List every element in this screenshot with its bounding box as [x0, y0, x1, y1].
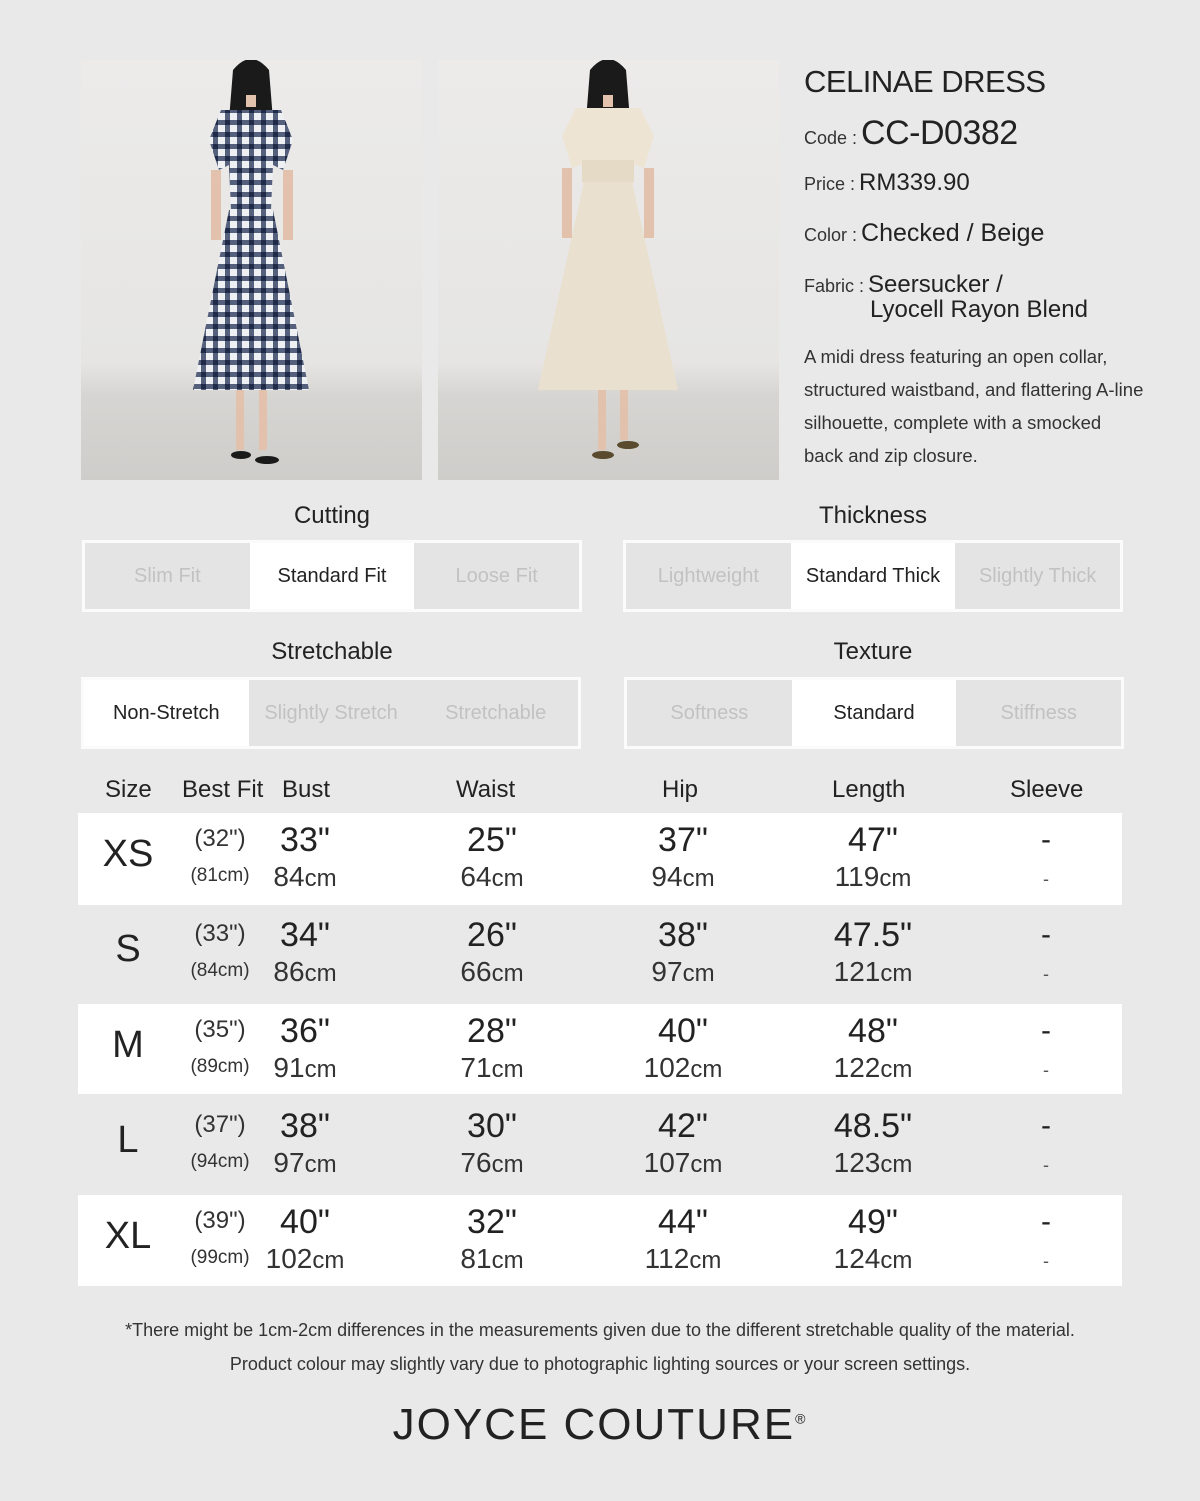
bust-cm — [225, 1147, 385, 1179]
product-price: RM339.90 — [859, 169, 970, 196]
length-cm-value: 124 — [833, 1243, 881, 1274]
length-cm — [793, 1052, 953, 1084]
hip-inch: 40" — [658, 1012, 708, 1050]
unit-label: cm — [880, 1056, 913, 1083]
hip-cm — [603, 1243, 763, 1275]
waist-cm-value: 66 — [460, 956, 492, 987]
disclaimer-colour: Product colour may slightly vary due to photographic lighting sources or your screen settings. — [229, 1354, 971, 1374]
cutting-label: Cutting — [293, 502, 371, 529]
unit-label: cm — [312, 1247, 345, 1274]
waist-cm-value: 64 — [460, 861, 492, 892]
length-inch: 48.5" — [833, 1107, 913, 1145]
thickness-option: Lightweight — [626, 543, 791, 609]
texture-label: Texture — [833, 638, 913, 665]
checked-dress-illustration — [81, 60, 422, 480]
hip-cm-value: 102 — [643, 1052, 691, 1083]
waist-cm — [412, 1243, 572, 1275]
bust-inch: 40" — [280, 1203, 330, 1241]
product-photo-checked — [81, 60, 422, 480]
product-code: CC-D0382 — [861, 114, 1018, 152]
best-fit-cm: (94cm) — [190, 1151, 250, 1172]
unit-label: cm — [304, 1056, 337, 1083]
sleeve-inch: - — [1041, 1109, 1051, 1142]
texture-option-selected: Standard — [792, 680, 957, 746]
bust-cm — [225, 1052, 385, 1084]
size-cell: XS — [102, 833, 154, 875]
sleeve-inch: - — [1041, 1205, 1051, 1238]
header-length: Length — [832, 776, 906, 803]
bust-cm — [225, 956, 385, 988]
best-fit-inch: (32") — [194, 825, 246, 852]
stretchable-label: Stretchable — [271, 638, 393, 665]
size-cell: L — [117, 1119, 139, 1161]
unit-label: cm — [491, 1151, 524, 1178]
unit-label: cm — [491, 1247, 524, 1274]
hip-cm — [603, 1052, 763, 1084]
length-cm — [793, 956, 953, 988]
hip-inch: 37" — [658, 821, 708, 859]
bust-inch: 34" — [280, 916, 330, 954]
texture-selector — [624, 677, 1124, 749]
stretchable-option-selected: Non-Stretch — [84, 680, 249, 746]
brand-name: JOYCE COUTURE — [392, 1400, 796, 1449]
sleeve-cm: - — [1043, 1060, 1049, 1080]
stretchable-selector — [81, 677, 581, 749]
length-cm-value: 119 — [834, 861, 880, 892]
waist-inch: 28" — [467, 1012, 517, 1050]
waist-cm — [412, 861, 572, 893]
header-waist: Waist — [456, 776, 516, 803]
thickness-selector — [623, 540, 1123, 612]
fabric-label: Fabric : — [804, 276, 865, 296]
hip-inch: 38" — [658, 916, 708, 954]
code-row — [804, 114, 1144, 153]
best-fit-cm: (99cm) — [190, 1247, 250, 1268]
unit-label: cm — [491, 1056, 524, 1083]
waist-inch: 32" — [467, 1203, 517, 1241]
sleeve-inch: - — [1041, 823, 1051, 856]
header-best-fit: Best Fit — [182, 776, 264, 803]
header-bust: Bust — [282, 776, 331, 803]
bust-cm-value: 102 — [265, 1243, 313, 1274]
waist-cm-value: 76 — [460, 1147, 492, 1178]
cutting-option-selected: Standard Fit — [250, 543, 415, 609]
bust-cm — [225, 1243, 385, 1275]
best-fit-inch: (39") — [194, 1207, 246, 1234]
unit-label: cm — [689, 1247, 722, 1274]
color-row — [804, 219, 1144, 248]
unit-label: cm — [304, 1151, 337, 1178]
brand-logo — [0, 1400, 1200, 1450]
texture-option: Stiffness — [956, 680, 1121, 746]
color-label: Color : — [804, 225, 858, 245]
best-fit-inch: (35") — [194, 1016, 246, 1043]
waist-inch: 30" — [467, 1107, 517, 1145]
beige-dress-illustration — [438, 60, 779, 480]
fabric-line-2: Lyocell Rayon Blend — [870, 296, 1088, 323]
bust-inch: 38" — [280, 1107, 330, 1145]
cutting-option: Loose Fit — [414, 543, 579, 609]
waist-cm-value: 71 — [460, 1052, 492, 1083]
product-color: Checked / Beige — [861, 219, 1045, 247]
header-hip: Hip — [662, 776, 699, 803]
length-cm — [793, 1147, 953, 1179]
bust-cm-value: 84 — [273, 861, 305, 892]
best-fit-inch: (37") — [194, 1111, 246, 1138]
cutting-selector — [82, 540, 582, 612]
length-cm-value: 121 — [833, 956, 881, 987]
bust-inch: 36" — [280, 1012, 330, 1050]
bust-cm — [225, 861, 385, 893]
hip-cm — [603, 861, 763, 893]
hip-cm-value: 107 — [643, 1147, 691, 1178]
bust-cm-value: 91 — [273, 1052, 305, 1083]
length-cm — [793, 1243, 953, 1275]
hip-cm — [603, 956, 763, 988]
header-sleeve: Sleeve — [1010, 776, 1084, 803]
sleeve-inch: - — [1041, 918, 1051, 951]
unit-label: cm — [690, 1056, 723, 1083]
unit-label: cm — [491, 960, 524, 987]
sleeve-cm: - — [1043, 869, 1049, 889]
size-cell: XL — [104, 1215, 152, 1257]
length-inch: 49" — [848, 1203, 898, 1241]
stretchable-option: Slightly Stretch — [249, 680, 414, 746]
waist-cm — [412, 1052, 572, 1084]
best-fit-inch: (33") — [194, 920, 246, 947]
sleeve-cm: - — [1043, 1251, 1049, 1271]
hip-cm-value: 94 — [651, 861, 683, 892]
length-cm-value: 123 — [833, 1147, 881, 1178]
sleeve-inch: - — [1041, 1014, 1051, 1047]
price-label: Price : — [804, 174, 856, 194]
unit-label: cm — [491, 865, 524, 892]
fabric-row — [804, 272, 1144, 322]
waist-cm — [412, 1147, 572, 1179]
hip-cm-value: 112 — [644, 1243, 690, 1274]
length-inch: 47" — [848, 821, 898, 859]
thickness-option-selected: Standard Thick — [791, 543, 956, 609]
length-cm — [793, 861, 953, 893]
waist-inch: 26" — [467, 916, 517, 954]
length-inch: 48" — [848, 1012, 898, 1050]
registered-mark: ® — [795, 1410, 808, 1427]
waist-cm-value: 81 — [460, 1243, 492, 1274]
cutting-option: Slim Fit — [85, 543, 250, 609]
hip-cm — [603, 1147, 763, 1179]
bust-cm-value: 86 — [273, 956, 305, 987]
unit-label: cm — [304, 865, 337, 892]
fabric-line-1: Seersucker / — [868, 271, 1003, 298]
disclaimer-measurements: *There might be 1cm-2cm differences in the measurements given due to the different stretchable quality of the material. — [125, 1320, 1075, 1340]
unit-label: cm — [880, 1151, 913, 1178]
product-info — [804, 60, 1144, 472]
hip-inch: 44" — [658, 1203, 708, 1241]
size-cell: S — [115, 928, 141, 970]
texture-option: Softness — [627, 680, 792, 746]
unit-label: cm — [682, 865, 715, 892]
unit-label: cm — [880, 960, 913, 987]
size-cell: M — [112, 1024, 144, 1066]
product-fabric — [868, 272, 1088, 322]
thickness-label: Thickness — [818, 502, 928, 529]
length-cm-value: 122 — [833, 1052, 881, 1083]
header-size: Size — [105, 776, 152, 803]
sleeve-cm: - — [1043, 964, 1049, 984]
waist-cm — [412, 956, 572, 988]
price-row — [804, 169, 1144, 197]
length-inch: 47.5" — [833, 916, 913, 954]
bust-cm-value: 97 — [273, 1147, 305, 1178]
unit-label: cm — [879, 865, 912, 892]
unit-label: cm — [880, 1247, 913, 1274]
best-fit-cm: (84cm) — [190, 960, 250, 981]
waist-inch: 25" — [467, 821, 517, 859]
product-description: A midi dress featuring an open collar, structured waistband, and flattering A-line silhouette, complete with a smocked back and zip closure. — [804, 346, 1144, 466]
sleeve-cm: - — [1043, 1155, 1049, 1175]
best-fit-cm: (81cm) — [190, 865, 250, 886]
unit-label: cm — [682, 960, 715, 987]
product-photo-beige — [438, 60, 779, 480]
hip-cm-value: 97 — [651, 956, 683, 987]
code-label: Code : — [804, 128, 858, 148]
product-title: CELINAE DRESS — [804, 64, 1046, 99]
unit-label: cm — [690, 1151, 723, 1178]
unit-label: cm — [304, 960, 337, 987]
best-fit-cm: (89cm) — [190, 1056, 250, 1077]
stretchable-option: Stretchable — [413, 680, 578, 746]
hip-inch: 42" — [658, 1107, 708, 1145]
bust-inch: 33" — [280, 821, 330, 859]
thickness-option: Slightly Thick — [955, 543, 1120, 609]
